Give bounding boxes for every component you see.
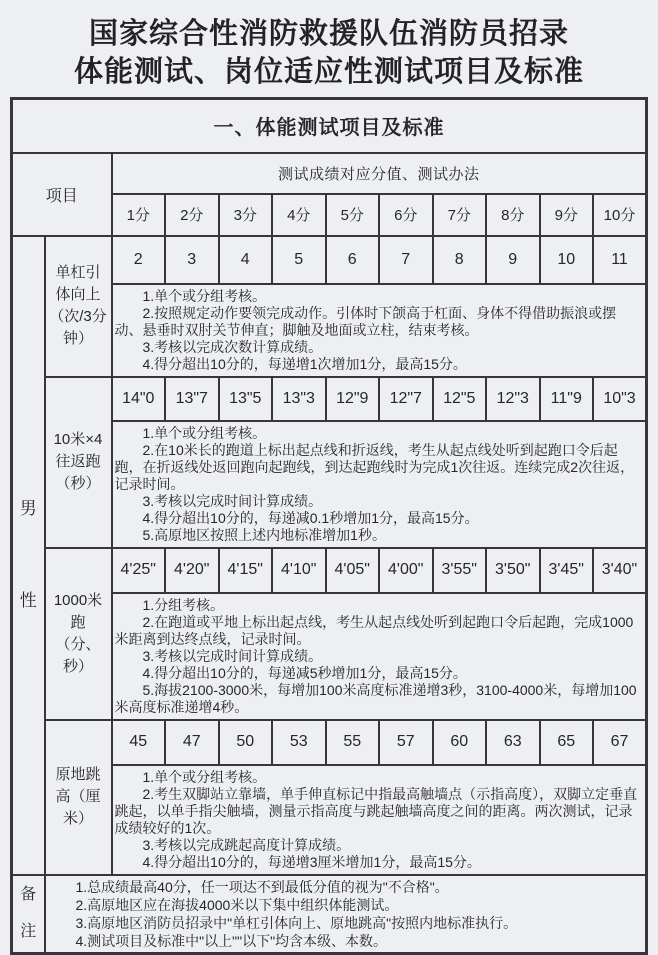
item-column-header: 项目 bbox=[12, 153, 112, 236]
method-item: 3.考核以完成跳起高度计算成绩。 bbox=[142, 836, 351, 853]
value-cell: 3'45" bbox=[540, 548, 594, 593]
method-item: 4.得分超出10分的，每递增1次增加1分，最高15分。 bbox=[142, 355, 467, 372]
value-cell: 10"3 bbox=[593, 377, 647, 421]
value-cell: 45 bbox=[112, 720, 166, 765]
score-col-header-9: 9分 bbox=[540, 194, 594, 236]
method-item: 3.考核以完成时间计算成绩。 bbox=[142, 647, 323, 664]
document-title bbox=[0, 0, 658, 91]
remark-item: 4.测试项目及标准中"以上""以下"均含本级、本数。 bbox=[75, 932, 388, 949]
value-cell: 11 bbox=[593, 236, 647, 284]
method-item: 5.高原地区按照上述内地标准增加1秒。 bbox=[142, 526, 386, 543]
remark-item: 1.总成绩最高40分，任一项达不到最低分值的视为"不合格"。 bbox=[75, 878, 449, 895]
value-cell: 50 bbox=[219, 720, 273, 765]
method-text-vertical-jump bbox=[112, 765, 647, 875]
value-cell: 2 bbox=[112, 236, 166, 284]
method-item: 1.分组考核。 bbox=[142, 596, 225, 613]
value-cell: 10 bbox=[540, 236, 594, 284]
remark-label-cell bbox=[12, 875, 45, 954]
gender-label: 男性 bbox=[19, 499, 37, 610]
method-text-1000m-run bbox=[112, 593, 647, 720]
value-cell: 3'50" bbox=[486, 548, 540, 593]
method-item: 2.在10米长的跑道上标出起点线和折返线，考生从起点线处听到起跑口令后起跑，在折返线处返回跑向起跑线，到达起跑线时为完成1次往返。连续完成2次往返，记录时间。 bbox=[114, 441, 635, 492]
method-item: 1.单个或分组考核。 bbox=[142, 768, 267, 785]
score-method-header: 测试成绩对应分值、测试办法 bbox=[112, 153, 647, 194]
value-cell: 63 bbox=[486, 720, 540, 765]
remark-text bbox=[45, 875, 647, 954]
title-line-2: 体能测试、岗位适应性测试项目及标准 bbox=[73, 56, 584, 88]
value-cell: 12"3 bbox=[486, 377, 540, 421]
gender-label-cell bbox=[12, 236, 45, 875]
method-item: 1.单个或分组考核。 bbox=[142, 424, 267, 441]
value-cell: 5 bbox=[272, 236, 326, 284]
remark-item: 2.高原地区应在海拔4000米以下集中组织体能测试。 bbox=[75, 896, 399, 913]
exercise-name-1000m-run: 1000米跑（分、秒） bbox=[45, 548, 112, 720]
value-cell: 4'00" bbox=[379, 548, 433, 593]
section-title: 一、体能测试项目及标准 bbox=[12, 99, 647, 153]
method-item: 4.得分超出10分的，每递减0.1秒增加1分，最高15分。 bbox=[142, 509, 479, 526]
value-cell: 60 bbox=[433, 720, 487, 765]
method-text-shuttle-run bbox=[112, 421, 647, 548]
value-cell: 12"9 bbox=[326, 377, 380, 421]
exercise-name-shuttle-run: 10米×4往返跑（秒） bbox=[45, 377, 112, 548]
value-cell: 57 bbox=[379, 720, 433, 765]
value-cell: 6 bbox=[326, 236, 380, 284]
value-cell: 4'25" bbox=[112, 548, 166, 593]
value-cell: 4 bbox=[219, 236, 273, 284]
score-col-header-6: 6分 bbox=[379, 194, 433, 236]
title-line-1: 国家综合性消防救援队伍消防员招录 bbox=[88, 18, 569, 50]
value-cell: 4'15" bbox=[219, 548, 273, 593]
score-col-header-3: 3分 bbox=[219, 194, 273, 236]
value-cell: 55 bbox=[326, 720, 380, 765]
remark-label: 备注 bbox=[20, 885, 37, 940]
method-text-pullups bbox=[112, 284, 647, 377]
value-cell: 3 bbox=[165, 236, 219, 284]
value-cell: 14"0 bbox=[112, 377, 166, 421]
method-item: 3.考核以完成时间计算成绩。 bbox=[142, 492, 323, 509]
method-item: 2.按照规定动作要领完成动作。引体时下颌高于杠面、身体不得借助振浪或摆动、悬垂时双肘关节伸直；脚触及地面或立柱，结束考核。 bbox=[114, 304, 617, 338]
value-cell: 9 bbox=[486, 236, 540, 284]
value-cell: 3'40" bbox=[593, 548, 647, 593]
method-item: 5.海拔2100-3000米，每增加100米高度标准递增3秒，3100-4000米，每增加100米高度标准递增4秒。 bbox=[114, 681, 637, 715]
value-cell: 3'55" bbox=[433, 548, 487, 593]
value-cell: 11"9 bbox=[540, 377, 594, 421]
value-cell: 8 bbox=[433, 236, 487, 284]
method-item: 1.单个或分组考核。 bbox=[142, 287, 267, 304]
value-cell: 53 bbox=[272, 720, 326, 765]
score-col-header-8: 8分 bbox=[486, 194, 540, 236]
method-item: 2.考生双脚站立靠墙，单手伸直标记中指最高触墙点（示指高度），双脚立定垂直跳起，以单手指尖触墙，测量示指高度与跳起触墙高度之间的距离。两次测试，记录成绩较好的1次。 bbox=[114, 785, 638, 836]
value-cell: 4'10" bbox=[272, 548, 326, 593]
score-col-header-7: 7分 bbox=[433, 194, 487, 236]
score-col-header-4: 4分 bbox=[272, 194, 326, 236]
exercise-name-vertical-jump: 原地跳高（厘米） bbox=[45, 720, 112, 875]
method-item: 2.在跑道或平地上标出起点线，考生从起点线处听到起跑口令后起跑，完成1000米距离到达终点线，记录时间。 bbox=[114, 613, 634, 647]
score-col-header-2: 2分 bbox=[165, 194, 219, 236]
value-cell: 67 bbox=[593, 720, 647, 765]
value-cell: 13"3 bbox=[272, 377, 326, 421]
method-item: 4.得分超出10分的，每递减5秒增加1分，最高15分。 bbox=[142, 664, 467, 681]
value-cell: 13"7 bbox=[165, 377, 219, 421]
remark-item: 3.高原地区消防员招录中"单杠引体向上、原地跳高"按照内地标准执行。 bbox=[75, 914, 518, 931]
exercise-name-pullups: 单杠引体向上（次/3分钟） bbox=[45, 236, 112, 377]
value-cell: 13"5 bbox=[219, 377, 273, 421]
value-cell: 4'20" bbox=[165, 548, 219, 593]
value-cell: 47 bbox=[165, 720, 219, 765]
method-item: 4.得分超出10分的，每递增3厘米增加1分，最高15分。 bbox=[142, 853, 481, 870]
value-cell: 12"7 bbox=[379, 377, 433, 421]
method-item: 3.考核以完成次数计算成绩。 bbox=[142, 338, 323, 355]
value-cell: 12"5 bbox=[433, 377, 487, 421]
score-col-header-1: 1分 bbox=[112, 194, 166, 236]
standards-table bbox=[10, 97, 648, 955]
value-cell: 65 bbox=[540, 720, 594, 765]
value-cell: 7 bbox=[379, 236, 433, 284]
score-col-header-5: 5分 bbox=[326, 194, 380, 236]
score-col-header-10: 10分 bbox=[593, 194, 647, 236]
value-cell: 4'05" bbox=[326, 548, 380, 593]
